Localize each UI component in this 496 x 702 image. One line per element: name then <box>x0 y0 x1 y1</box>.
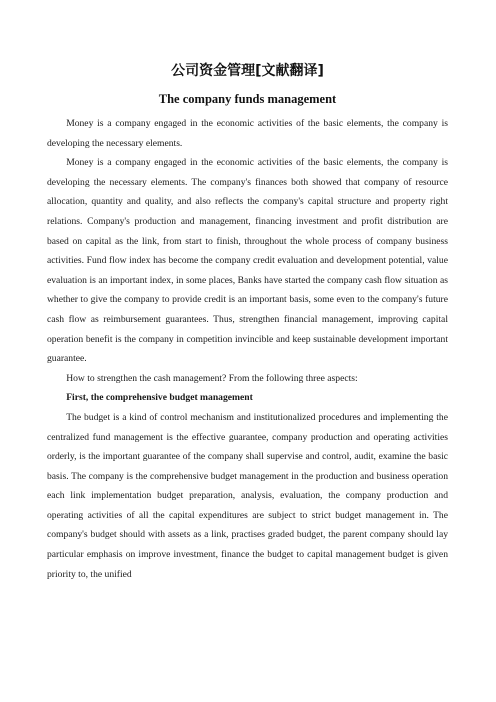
paragraph-intro: Money is a company engaged in the economic activities of the basic elements, the company is developing the necessary elements. <box>47 118 448 149</box>
paragraph-body: Money is a company engaged in the economic activities of the basic elements, the company is developing the necessary elements. The company's finances both showed that company of resource allocation, quantity and quality, and also reflects the company's capital structure and property right relations. Company's production and management, financing investment and profit distribution are based on capital as the link, from start to finish, throughout the whole process of company business activities. Fund flow index has become the company credit evaluation and development potential, value evaluation is an important index, in some places, Banks have started the company cash flow situation as whether to give the company to provide credit is an important basis, some even to the company's future cash flow as reimbursement guarantees. Thus, strengthen financial management, improving capital operation benefit is the company in competition invincible and keep sustainable development important guarantee. <box>47 157 448 365</box>
document-title-chinese: 公司资金管理[文献翻译] <box>171 63 324 79</box>
document-page <box>47 62 448 584</box>
paragraph-question: How to strengthen the cash management? From the following three aspects: <box>66 372 358 384</box>
section-heading: First, the comprehensive budget management <box>66 392 253 404</box>
document-title-english: The company funds management <box>158 92 337 106</box>
paragraph-budget: The budget is a kind of control mechanism and institutionalized procedures and implementing the centralized fund management is the effective guarantee, company production and operating activities orderly, is the important guarantee of the company shall supervise and control, audit, examine the basic basis. The company is the comprehensive budget management in the production and business operation each link implementation budget preparation, analysis, evaluation, the company production and operating activities of all the capital expenditures are subject to strict budget management in. The company's budget should with assets as a link, practises graded budget, the parent company should lay particular emphasis on improve investment, finance the budget to capital management budget is given priority to, the unified <box>47 411 448 580</box>
